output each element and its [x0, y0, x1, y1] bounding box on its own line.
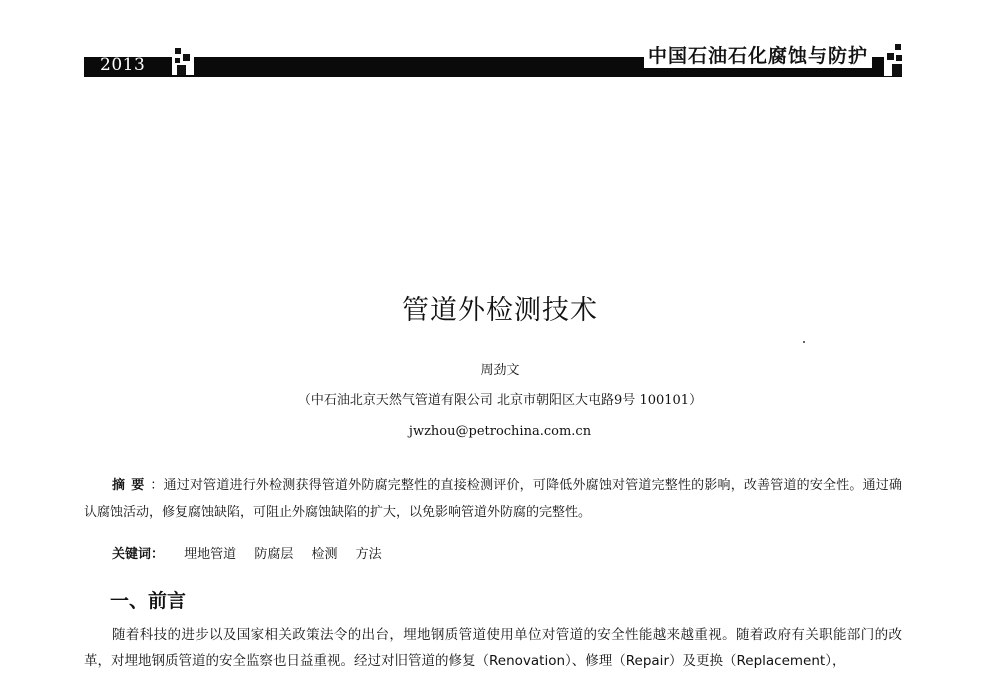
keyword: 埋地管道 — [184, 547, 237, 562]
keyword: 检测 — [311, 547, 338, 562]
keyword: 防腐层 — [254, 547, 294, 562]
keywords-label: 关键词： — [112, 547, 165, 562]
keyword: 方法 — [355, 547, 382, 562]
article-email[interactable]: jwzhou@petrochina.com.cn — [408, 424, 592, 439]
header-decoration-icon — [884, 42, 904, 76]
article-affiliation: （中石油北京天然气管道有限公司 北京市朝阳区大屯路9号 100101） — [297, 393, 703, 408]
abstract-text: ：通过对管道进行外检测获得管道外防腐完整性的直接检测评价，可降低外腐蚀对管道完整性的影响，改善管道的安全性。通过确认腐蚀活动，修复腐蚀缺陷，可阻止外腐蚀缺陷的扩大，以免影响管道外防腐的完整性。 — [84, 478, 902, 520]
article-title: 管道外检测技术 — [402, 295, 598, 326]
abstract-label: 摘要 — [112, 478, 151, 493]
section-heading: 一、前言 — [110, 590, 187, 612]
abstract — [84, 472, 902, 526]
keywords — [112, 543, 396, 562]
header-decoration-icon — [172, 45, 194, 75]
article-author: 周劲文 — [480, 363, 520, 378]
header-year: 2013 — [100, 55, 146, 75]
body-paragraph: 随着科技的进步以及国家相关政策法令的出台，埋地钢质管道使用单位对管道的安全性能越来越重视。随着政府有关职能部门的改革，对埋地钢质管道的安全监察也日益重视。经过对旧管道的修复（Renovation）、修理（Repair）及更换（Replacement）， — [84, 627, 902, 669]
scan-dot — [803, 341, 805, 343]
journal-name: 中国石油石化腐蚀与防护 — [644, 41, 872, 68]
